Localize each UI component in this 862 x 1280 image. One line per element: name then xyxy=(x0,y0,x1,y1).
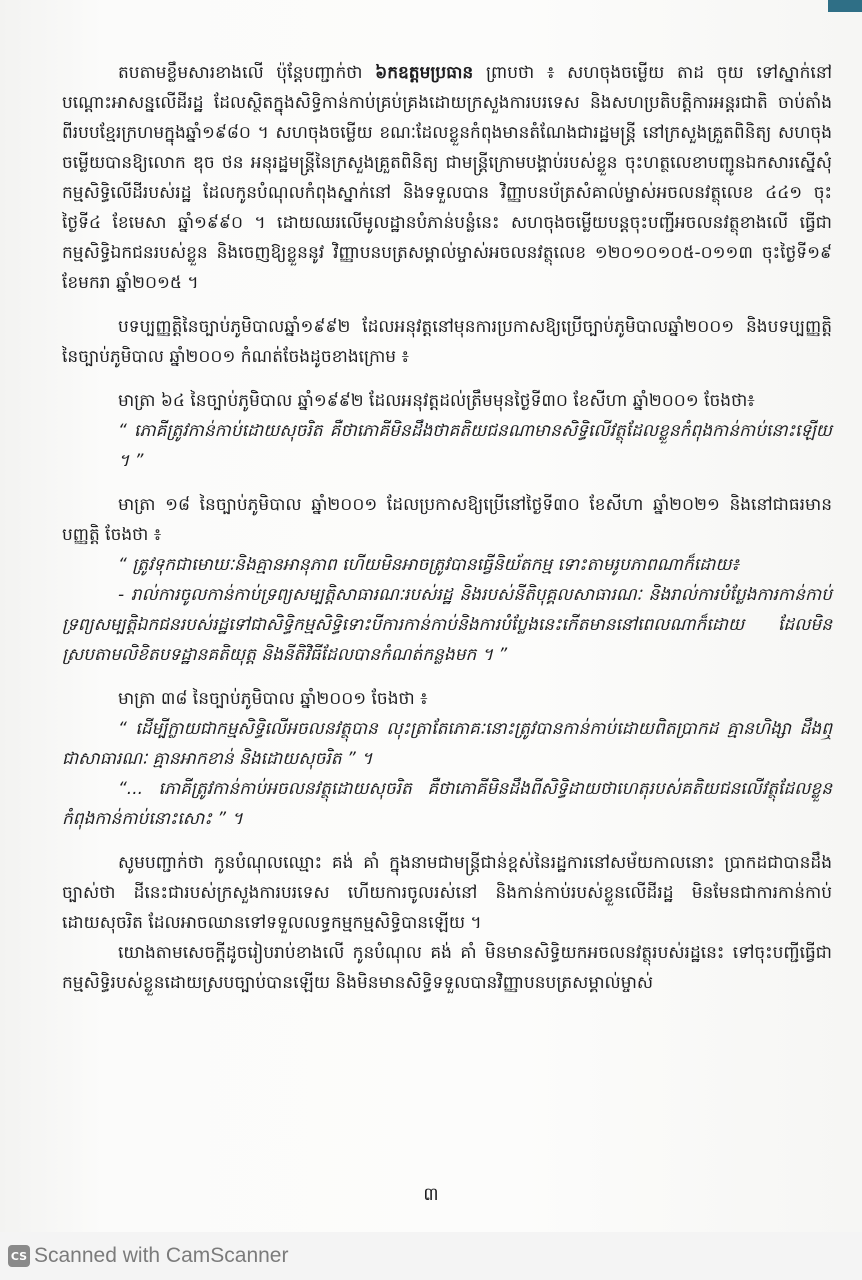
paragraph-1-bold-term: ៦កឧត្តមប្រធាន xyxy=(375,63,474,83)
document-body xyxy=(62,58,832,998)
camscanner-logo-text: CS xyxy=(10,1249,28,1263)
article-18-intro: មាត្រា ១៨ នៃច្បាប់ភូមិបាល ឆ្នាំ២០០១ ដែលប្រកាសឱ្យប្រើនៅថ្ងៃទី៣០ ខែសីហា ឆ្នាំ២០២១ និងនៅជាធរមានបញ្ញត្តិ ចែងថា ៖ xyxy=(62,495,832,545)
article-38-quote-1: “ ដើម្បីក្លាយជាកម្មសិទ្ធិលើអចលនវត្ថុបាន លុះត្រាតែភោគៈនោះត្រូវបានកាន់កាប់ដោយពិតប្រាកដ គ្មានហិង្សា ដឹងឮជាសាធារណៈ គ្មានអាកខាន់ និងដោយសុចរិត ” ។ xyxy=(62,719,832,769)
article-38-intro: មាត្រា ៣៨ នៃច្បាប់ភូមិបាល ឆ្នាំ២០០១ ចែងថា ៖ xyxy=(118,689,428,709)
article-64-intro: មាត្រា ៦៤ នៃច្បាប់ភូមិបាល ឆ្នាំ១៩៩២ ដែលអនុវត្តដល់ត្រឹមមុនថ្ងៃទី៣០ ខែសីហា ឆ្នាំ២០០១ ចែងថា៖ xyxy=(118,391,755,411)
paragraph-1-start: តបតាមខ្លឹមសារខាងលើ ប៉ុន្តែបញ្ជាក់ថា xyxy=(118,63,376,83)
article-64-quote: “ ភោគីត្រូវកាន់កាប់ដោយសុចរិត គឺថាភោគីមិនដឹងថាគតិយជនណាមានសិទ្ធិលើវត្ថុដែលខ្លួនកំពុងកាន់កាប់នោះឡើយ ។ ” xyxy=(118,421,832,471)
paragraph-conclusion-1: សូមបញ្ជាក់ថា កូនបំណុលឈ្មោះ គង់ គាំ ក្នុងនាមជាមន្ត្រីជាន់ខ្ពស់នៃរដ្ឋការនៅសម័យកាលនោះ ប្រាកដជាបានដឹងច្បាស់ថា ដីនេះជារបស់ក្រសួងការបរទេស ហើយការចូលរស់នៅ និងកាន់កាប់របស់ខ្លួនលើដីរដ្ឋ មិនមែនជាការកាន់កាប់ដោយសុចរិត ដែលអាចឈានទៅទទួលលទ្ធកម្មកម្មសិទ្ធិបានឡើយ ។ xyxy=(62,853,832,933)
article-18-quote-2: - រាល់ការចូលកាន់កាប់ទ្រព្យសម្បត្តិសាធារណៈរបស់រដ្ឋ និងរបស់នីតិបុគ្គលសាធារណៈ និងរាល់ការបំប្លែងការកាន់កាប់ទ្រព្យសម្បត្តិឯកជនរបស់រដ្ឋទៅជាសិទ្ធិកម្មសិទ្ធិទោះបីការកាន់កាប់និងការបំប្លែងនេះកើតមាននៅពេលណាក៏ដោយ ដែលមិនស្របតាមលិខិតបទដ្ឋានគតិយុត្ត និងនីតិវិធីដែលបានកំណត់កន្លងមក ។ ” xyxy=(62,585,832,665)
paragraph-1 xyxy=(62,58,832,298)
paragraph-1-rest: ព្រាបថា ៖ សហចុងចម្លើយ តាដ ចុយ ទៅស្នាក់នៅបណ្ដោះអាសន្នលើដីរដ្ឋ ដែលស្ថិតក្នុងសិទ្ធិកាន់កាប់គ្រប់គ្រងដោយក្រសួងការបរទេស និងសហប្រតិបត្តិការអន្តរជាតិ ចាប់តាំងពីរបបខ្មែរក្រហមក្នុងឆ្នាំ១៩៨០ ។ សហចុងចម្លើយ ខណៈដែលខ្លួនកំពុងមានតំណែងជារដ្ឋមន្ត្រី នៅក្រសួងគ្រួតពិនិត្យ សហចុងចម្លើយបានឱ្យលោក ឌុច ថន អនុរដ្ឋមន្ត្រីនៃក្រសួងគ្រួតពិនិត្យ ជាមន្ត្រីក្រោមបង្គាប់របស់ខ្លួន ចុះហត្ថលេខាបញ្ជូនឯកសារស្នើសុំកម្មសិទ្ធិលើដីរបស់រដ្ឋ ដែលកូនបំណុលកំពុងស្នាក់នៅ និងទទួលបាន វិញ្ញាបនប័ត្រសំគាល់ម្ចាស់អចលនវត្ថុលេខ ៤៤១ ចុះថ្ងៃទី៤ ខែមេសា ឆ្នាំ១៩៩០ ។ ដោយឈរលើមូលដ្ឋានបំភាន់បន្លំនេះ សហចុងចម្លើយបន្តចុះបញ្ជីអចលនវត្ថុខាងលើ ធ្វើជាកម្មសិទ្ធិឯកជនរបស់ខ្លួន និងចេញឱ្យខ្លួននូវ វិញ្ញាបនបត្រសម្គាល់ម្ចាស់អចលនវត្ថុលេខ ១២០១០១០៥-០១១៣ ចុះថ្ងៃទី១៩ ខែមករា ឆ្នាំ២០១៥ ។ xyxy=(62,63,833,293)
page-edge-tab xyxy=(828,0,862,12)
paragraph-2: បទប្បញ្ញត្តិនៃច្បាប់ភូមិបាលឆ្នាំ១៩៩២ ដែលអនុវត្តនៅមុនការប្រកាសឱ្យប្រើច្បាប់ភូមិបាលឆ្នាំ២០០១ និងបទប្បញ្ញត្តិនៃច្បាប់ភូមិបាល ឆ្នាំ២០០១ កំណត់ចែងដូចខាងក្រោម ៖ xyxy=(62,317,832,367)
watermark-text: Scanned with CamScanner xyxy=(34,1244,289,1267)
camscanner-logo-icon xyxy=(8,1245,30,1267)
article-38-quote-2: “... ភោគីត្រូវកាន់កាប់អចលនវត្ថុដោយសុចរិត គឺថាភោគីមិនដឹងពីសិទ្ធិដាយថាហេតុរបស់គតិយជនលើវត្ថុដែលខ្លួនកំពុងកាន់កាប់នោះសោះ ” ។ xyxy=(62,779,832,829)
scanner-watermark xyxy=(0,1232,862,1280)
article-18-quote-1: “ ត្រូវទុកជាមោឃៈនិងគ្មានអានុភាព ហើយមិនអាចត្រូវបានធ្វើនិយ័តកម្ម ទោះតាមរូបភាពណាក៏ដោយ៖ xyxy=(118,555,739,575)
page-number: ៣ xyxy=(423,1184,439,1205)
paragraph-conclusion-2: យោងតាមសេចក្ដីដូចរៀបរាប់ខាងលើ កូនបំណុល គង់ គាំ មិនមានសិទ្ធិយកអចលនវត្ថុរបស់រដ្ឋនេះ ទៅចុះបញ្ជីធ្វើជាកម្មសិទ្ធិរបស់ខ្លួនដោយស្របច្បាប់បានឡើយ និងមិនមានសិទ្ធិទទួលបានវិញ្ញាបនបត្រសម្គាល់ម្ចាស់ xyxy=(62,943,832,993)
